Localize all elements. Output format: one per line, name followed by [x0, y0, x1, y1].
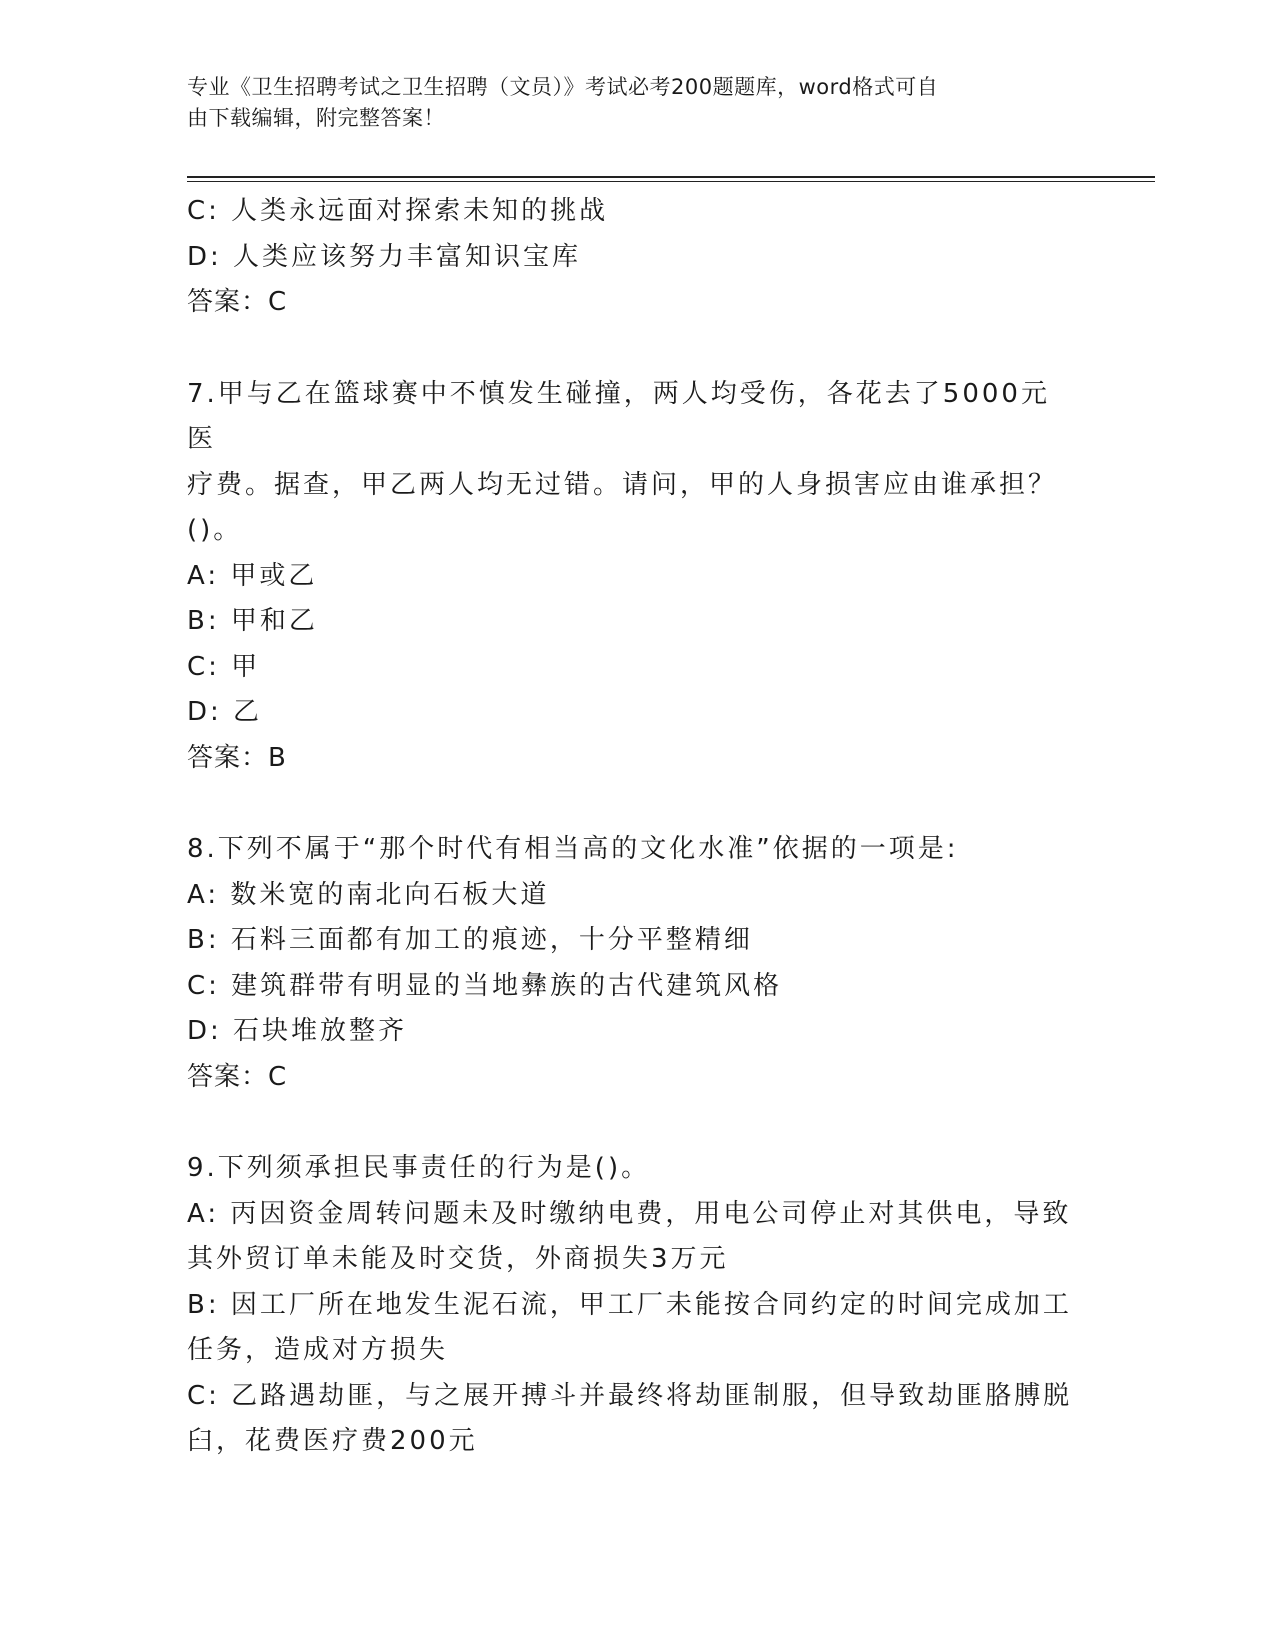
- spacer: [187, 781, 1077, 827]
- option-c: C: 建筑群带有明显的当地彝族的古代建筑风格: [187, 970, 783, 1001]
- question-stem: 7.甲与乙在篮球赛中不慎发生碰撞，两人均受伤，各花去了5000元医: [187, 378, 1050, 454]
- option-c: C: 甲: [187, 651, 261, 682]
- question-stem: 8.下列不属于“那个时代有相当高的文化水准”依据的一项是:: [187, 834, 959, 864]
- option-d: D: 乙: [187, 697, 263, 727]
- answer-line: 答案：C: [187, 287, 288, 317]
- option-a: A: 甲或乙: [187, 560, 318, 591]
- option-d: D: 人类应该努力丰富知识宝库: [187, 241, 582, 272]
- header-divider: [187, 176, 1155, 178]
- question-block-8: [187, 827, 1077, 1100]
- question-stem: 疗费。据查，甲乙两人均无过错。请问，甲的人身损害应由谁承担？: [187, 469, 1058, 500]
- option-b: B: 甲和乙: [187, 606, 318, 636]
- option-a: A: 数米宽的南北向石板大道: [187, 879, 550, 910]
- spacer: [187, 1100, 1077, 1146]
- question-block-7: [187, 372, 1077, 782]
- question-list: [187, 189, 1077, 1465]
- header-divider-thin: [187, 181, 1155, 182]
- answer-line: 答案：B: [187, 742, 287, 773]
- option-a-continued: 其外贸订单未能及时交货，外商损失3万元: [187, 1244, 729, 1274]
- option-d: D: 石块堆放整齐: [187, 1016, 408, 1046]
- option-b: B: 因工厂所在地发生泥石流，甲工厂未能按合同约定的时间完成加工: [187, 1289, 1072, 1320]
- question-stem: 9.下列须承担民事责任的行为是()。: [187, 1153, 651, 1183]
- question-block-9: [187, 1146, 1077, 1465]
- option-c: C: 人类永远面对探索未知的挑战: [187, 196, 609, 226]
- answer-line: 答案：C: [187, 1061, 288, 1092]
- header-line: 专业《卫生招聘考试之卫生招聘（文员）》考试必考200题题库，word格式可自: [187, 75, 939, 99]
- page-header: [187, 72, 1077, 134]
- option-b: B: 石料三面都有加工的痕迹，十分平整精细: [187, 925, 753, 955]
- spacer: [187, 326, 1077, 372]
- option-a: A: 丙因资金周转问题未及时缴纳电费，用电公司停止对其供电，导致: [187, 1198, 1072, 1229]
- question-stem: ()。: [187, 515, 243, 545]
- header-line: 由下载编辑，附完整答案！: [187, 106, 445, 130]
- question-block-6-continued: [187, 189, 1077, 326]
- option-c-continued: 臼，花费医疗费200元: [187, 1426, 478, 1456]
- option-b-continued: 任务，造成对方损失: [187, 1335, 449, 1365]
- option-c: C: 乙路遇劫匪，与之展开搏斗并最终将劫匪制服，但导致劫匪胳膊脱: [187, 1380, 1073, 1411]
